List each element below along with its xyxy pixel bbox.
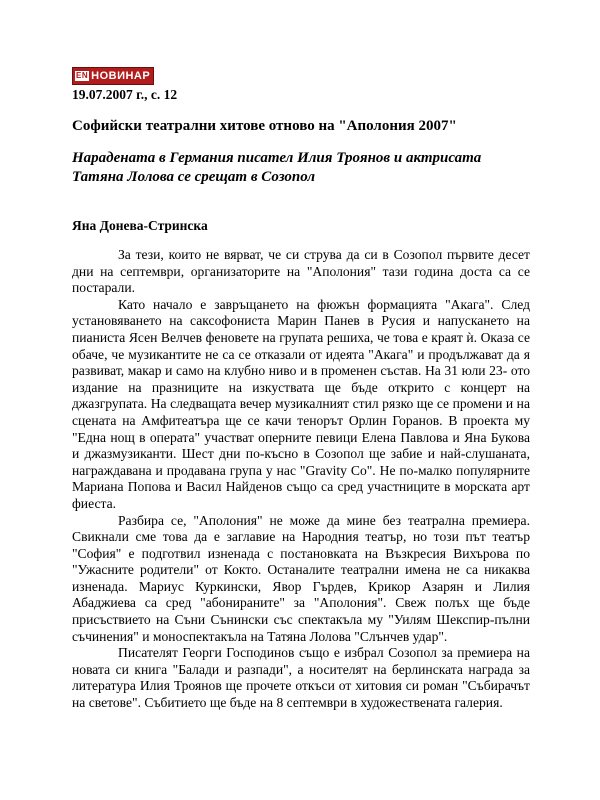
date-line: 19.07.2007 г., с. 12 xyxy=(72,87,178,102)
article-paragraph: Писателят Георги Господинов също е избрал Созопол за премиера на новата си книга "Балади и разпади", а носителят на берлинската награда за литература Илия Троянов ще прочете откъси от хитовия си роман "Събирачът на светове". Събитието ще бъде на 8 септември в художествената галерия. xyxy=(72,645,530,711)
article-paragraph: Като начало е завръщането на фюжън формацията "Акага". След установяването на саксофониста Марин Панев в Русия и напускането на пианиста Ясен Велчев феновете на групата решиха, че това е краят ѝ. Оказа се обаче, че музикантите не са се отказали от идеята "Акага" и продължават да я развиват, макар и само на клубно ниво и в променен състав. На 31 юли 23- ото издание на празниците на изкуствата ще бъде открито с концерт на джазгрупата. На следващата вечер музикалният стил рязко ще се промени и на сцената на Амфитеатъра ще се качи тенорът Орлин Горанов. В проекта му "Една нощ в операта" участват оперните певици Елена Павлова и Яна Букова и джазмузиканти. Шест дни по-късно в Созопол ще забие и най-слушаната, награждавана и продавана група у нас "Gravity Co". Не по-малко популярните Мариана Попова и Васил Найденов също са сред участниците в морската арт фиеста. xyxy=(72,296,530,511)
article-body xyxy=(72,247,530,712)
newspaper-logo xyxy=(72,67,154,85)
logo-text: НОВИНАР xyxy=(91,70,151,82)
author-byline: Яна Донева-Стринска xyxy=(72,218,208,233)
article-paragraph: За тези, които не вярват, че си струва да си в Созопол първите десет дни на септември, организаторите на "Аполония" тази година доста са се постарали. xyxy=(72,247,530,296)
article-page xyxy=(72,66,530,712)
headline: Софийски театрални хитове отново на "Аполония 2007" xyxy=(72,118,457,134)
subheadline: Нарадената в Германия писател Илия Троянов и актрисата Татяна Лолова се срещат в Созопол xyxy=(72,150,482,185)
article-paragraph: Разбира се, "Аполония" не може да мине без театрална премиера. Свикнали сме това да е заглавие на Народния театър, но този път театър "София" е подготвил изненада с постановката на Възкресия Вихърова по "Ужасните родители" от Кокто. Останалите театрални имена не са никаква изненада. Мариус Куркински, Явор Гърдев, Крикор Азарян и Лилия Абаджиева са сред "абонираните" за "Аполония". Свеж полъх ще бъде присъствието на Съни Сънински със спектакъла му "Уилям Шекспир-пълни съчинения" и моноспектакъла на Татяна Лолова "Слънчев удар". xyxy=(72,512,530,644)
logo-mark-icon: EN xyxy=(76,71,89,80)
